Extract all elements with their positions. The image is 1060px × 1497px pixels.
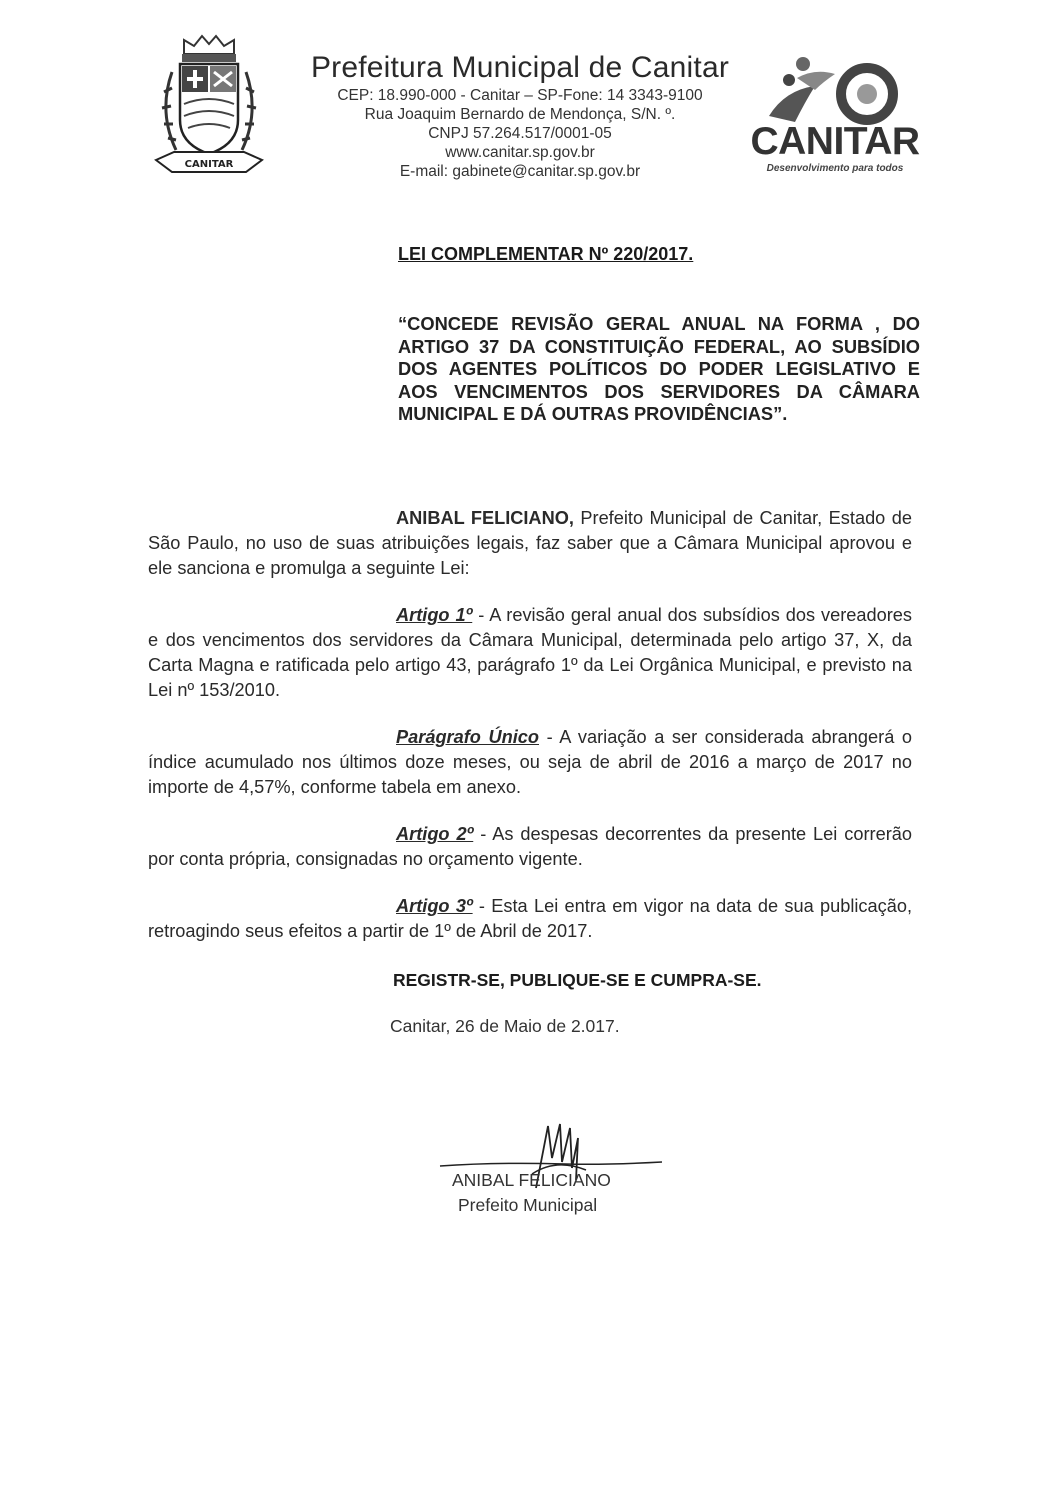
article-2-paragraph (148, 822, 912, 872)
closing-formula: REGISTR-SE, PUBLIQUE-SE E CUMPRA-SE. (393, 970, 762, 990)
article-2-label: Artigo 2º (396, 824, 474, 844)
letterhead (290, 50, 750, 181)
canitar-logo-name: CANITAR (750, 120, 920, 163)
document-date: Canitar, 26 de Maio de 2.017. (390, 1016, 620, 1036)
letterhead-email: E-mail: gabinete@canitar.sp.gov.br (399, 163, 641, 180)
mayor-name: ANIBAL FELICIANO, (396, 508, 574, 528)
letterhead-cnpj: CNPJ 57.264.517/0001-05 (428, 125, 612, 142)
law-title: LEI COMPLEMENTAR Nº 220/2017. (398, 244, 694, 264)
letterhead-title: Prefeitura Municipal de Canitar (310, 51, 730, 84)
canitar-logo (745, 50, 925, 190)
sole-paragraph (148, 725, 912, 800)
sole-paragraph-text: - A variação a ser considerada abrangerá o índice acumulado nos últimos doze meses, ou seja de abril de 2016 a março de 2017 no importe de 4,57%, conforme tabela em anexo. (148, 727, 912, 797)
signatory-name: ANIBAL FELICIANO (452, 1170, 611, 1190)
article-3-text: - Esta Lei entra em vigor na data de sua publicação, retroagindo seus efeitos a partir de 1º de Abril de 2017. (148, 896, 912, 941)
letterhead-address-line: Rua Joaquim Bernardo de Mendonça, S/N. º. (364, 106, 676, 123)
intro-paragraph (148, 506, 912, 581)
law-ementa: “CONCEDE REVISÃO GERAL ANUAL NA FORMA , DO ARTIGO 37 DA CONSTITUIÇÃO FEDERAL, AO SUBSÍDIO DOS AGENTES POLÍTICOS DO PODER LEGISLATIVO E AOS VENCIMENTOS DOS SERVIDORES DA CÂMARA MUNICIPAL E DÁ OUTRAS PROVIDÊNCIAS”. (398, 313, 920, 424)
article-2-text: - As despesas decorrentes da presente Lei correrão por conta própria, consignadas no orçamento vigente. (148, 824, 912, 869)
article-3-label: Artigo 3º (396, 896, 473, 916)
article-1-label: Artigo 1º (396, 605, 473, 625)
letterhead-website: www.canitar.sp.gov.br (445, 144, 595, 161)
sole-paragraph-label: Parágrafo Único (396, 727, 539, 747)
crest-ribbon-label: CANITAR (184, 159, 234, 170)
article-1-text: - A revisão geral anual dos subsídios dos vereadores e dos vencimentos dos servidores da Câmara Municipal, determinada pelo artigo 37, X, da Carta Magna e ratificada pelo artigo 43, parágrafo 1º da Lei Orgânica Municipal, e previsto na Lei nº 153/2010. (148, 605, 912, 700)
canitar-logo-icon (745, 50, 925, 130)
intro-text: Prefeito Municipal de Canitar, Estado de São Paulo, no uso de suas atribuições legais, faz saber que a Câmara Municipal aprovou e ele sanciona e promulga a seguinte Lei: (148, 508, 912, 578)
municipal-crest-icon (150, 32, 268, 182)
letterhead-address-line: CEP: 18.990-000 - Canitar – SP-Fone: 14 3343-9100 (337, 87, 703, 104)
canitar-logo-tagline: Desenvolvimento para todos (766, 163, 904, 174)
signatory-role: Prefeito Municipal (458, 1195, 598, 1215)
article-1-paragraph (148, 603, 912, 703)
article-3-paragraph (148, 894, 912, 944)
